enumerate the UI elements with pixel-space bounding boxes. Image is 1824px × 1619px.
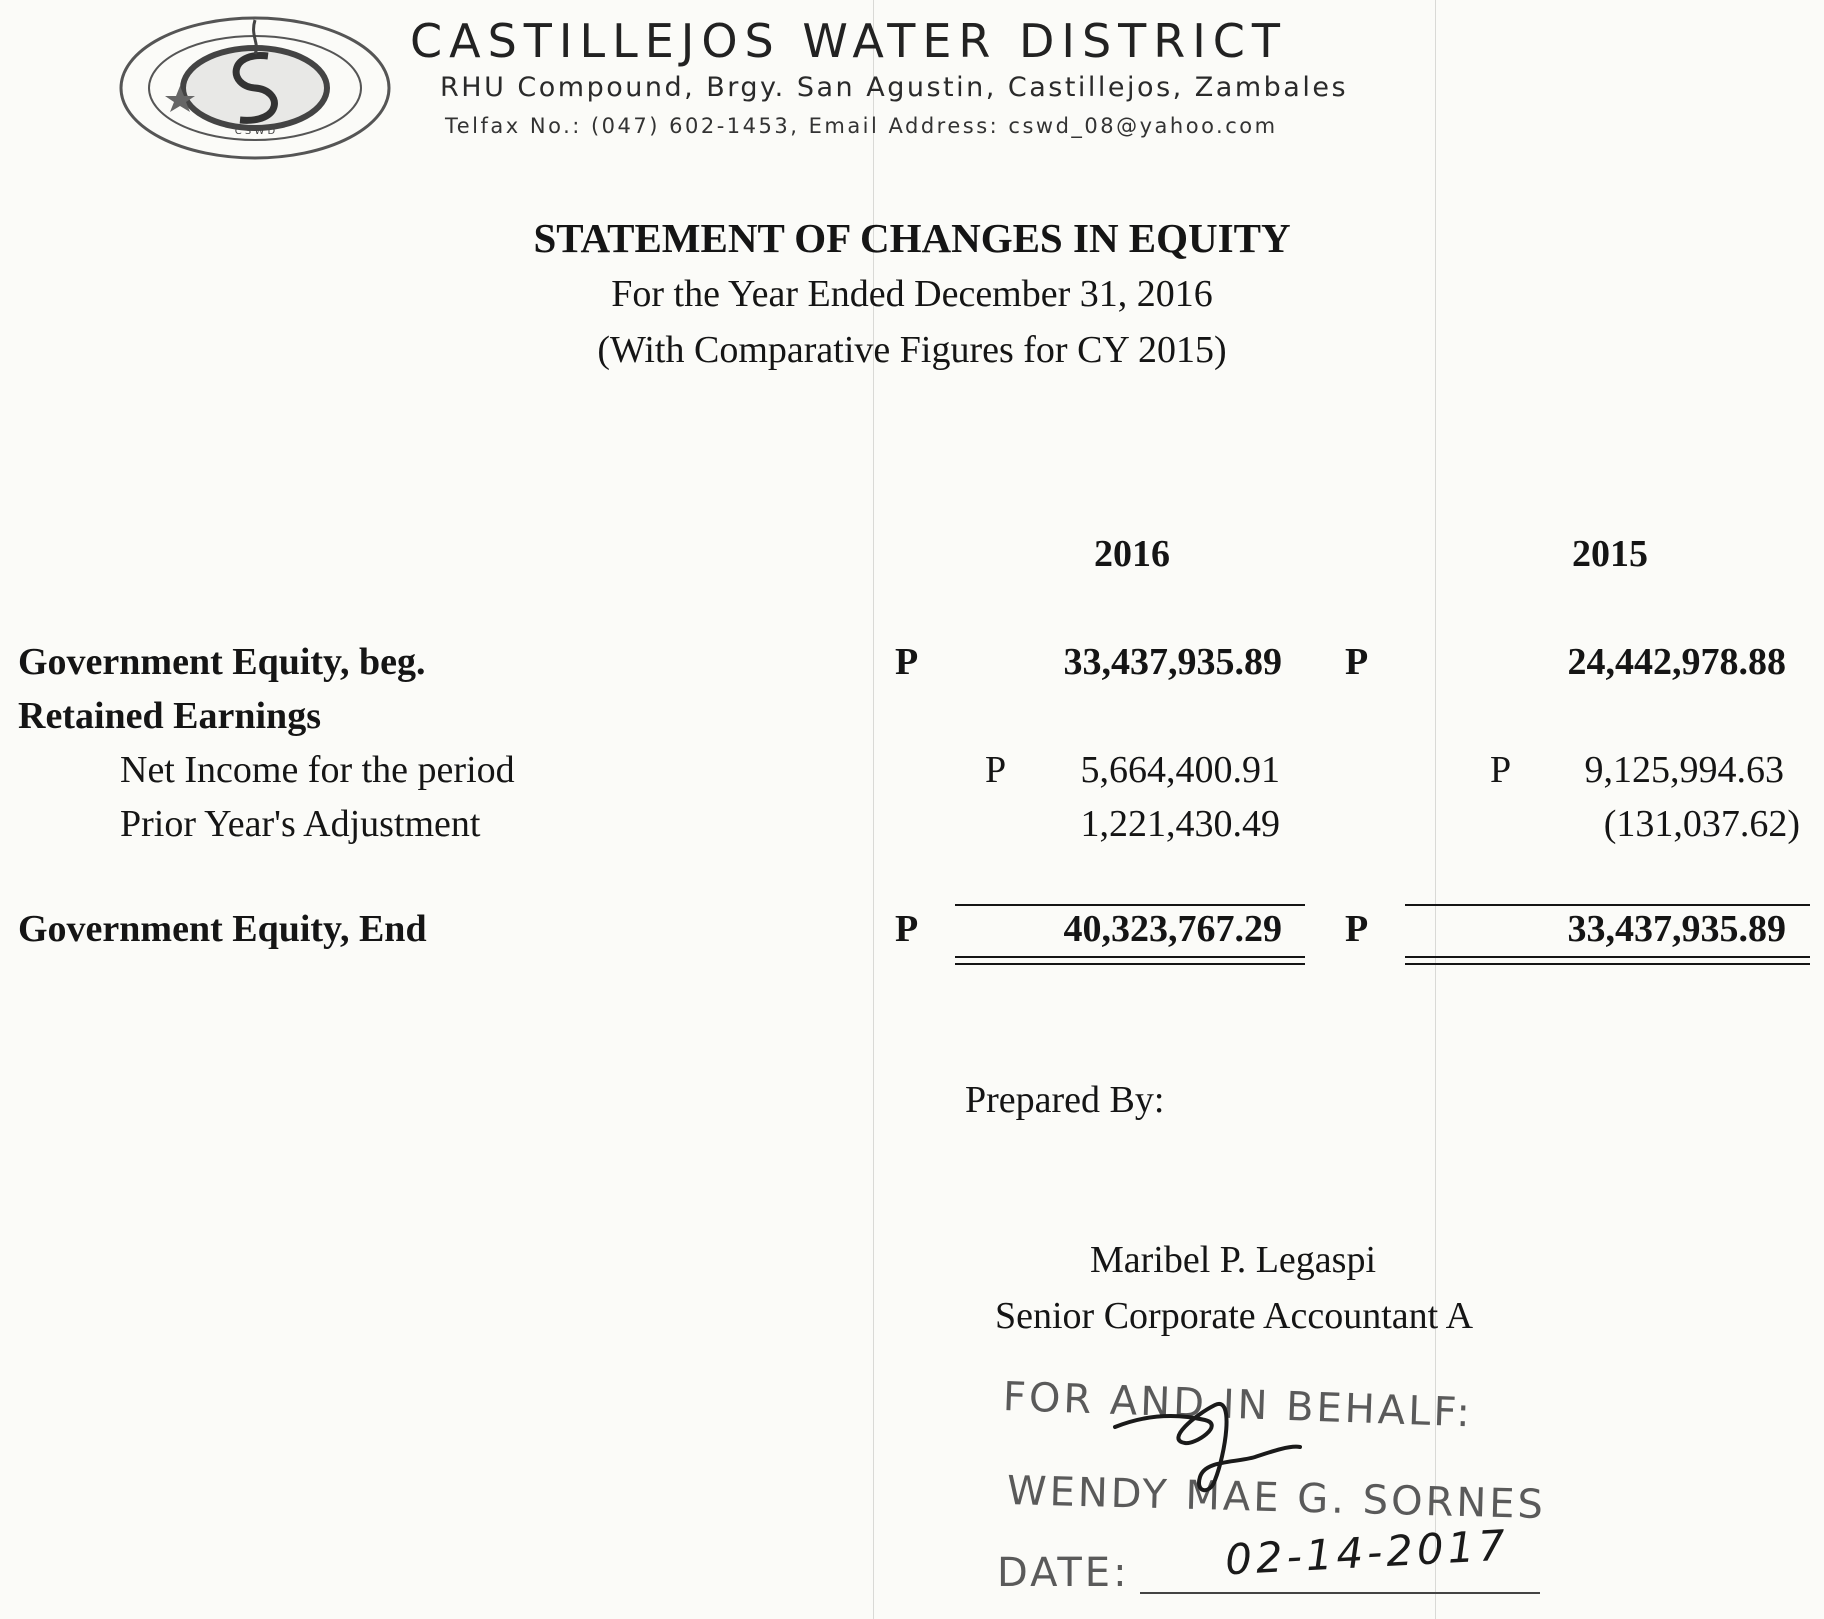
value-net-income-2015: 9,125,994.63 (1584, 749, 1784, 791)
value-equity-beg-2015: 24,442,978.88 (1567, 641, 1786, 683)
district-seal-logo (118, 16, 393, 161)
column-header-2016: 2016 (1094, 533, 1170, 575)
total-double-rule-2015 (1405, 956, 1810, 958)
currency-symbol: P (985, 749, 1007, 791)
value-equity-end-2015: 33,437,935.89 (1567, 908, 1786, 950)
value-adjustment-2015: (131,037.62) (1603, 803, 1800, 845)
prepared-by-label: Prepared By: (965, 1079, 1165, 1121)
organization-name: CASTILLEJOS WATER DISTRICT (410, 14, 1288, 68)
statement-title: STATEMENT OF CHANGES IN EQUITY (533, 215, 1291, 261)
row-label-net-income: Net Income for the period (120, 749, 515, 791)
total-double-rule-2015 (1405, 963, 1810, 965)
handwritten-date: 02-14-2017 (1223, 1520, 1511, 1585)
currency-symbol: P (1490, 749, 1512, 791)
value-equity-end-2016: 40,323,767.29 (1063, 908, 1282, 950)
statement-comparative-note: (With Comparative Figures for CY 2015) (597, 329, 1227, 371)
value-net-income-2016: 5,664,400.91 (1080, 749, 1280, 791)
signatory-title: Senior Corporate Accountant A (995, 1295, 1474, 1337)
row-label-equity-beg: Government Equity, beg. (18, 641, 426, 683)
currency-symbol: P (895, 641, 919, 683)
currency-symbol: P (895, 908, 919, 950)
row-label-retained-earnings: Retained Earnings (18, 695, 321, 737)
total-top-rule-2015 (1405, 904, 1810, 906)
date-underline (1140, 1592, 1540, 1594)
value-adjustment-2016: 1,221,430.49 (1080, 803, 1280, 845)
organization-address: RHU Compound, Brgy. San Agustin, Castillejos, Zambales (440, 72, 1349, 103)
total-double-rule-2016 (955, 956, 1305, 958)
statement-period: For the Year Ended December 31, 2016 (611, 273, 1213, 315)
organization-contact: Telfax No.: (047) 602-1453, Email Address: cswd_08@yahoo.com (445, 114, 1278, 138)
total-top-rule-2016 (955, 904, 1305, 906)
signatory-name: Maribel P. Legaspi (1090, 1239, 1377, 1281)
stamp-date-label: DATE: (997, 1550, 1130, 1596)
currency-symbol: P (1345, 641, 1369, 683)
statement-heading (0, 210, 1824, 378)
value-equity-beg-2016: 33,437,935.89 (1063, 641, 1282, 683)
stamp-name-line: WENDY MAE G. SORNES (1006, 1468, 1547, 1529)
row-label-equity-end: Government Equity, End (18, 908, 427, 950)
handwritten-signature (1105, 1385, 1305, 1505)
column-header-2015: 2015 (1572, 533, 1648, 575)
stamp-behalf-line: FOR AND IN BEHALF: (1002, 1374, 1474, 1437)
row-label-prior-year-adjustment: Prior Year's Adjustment (120, 803, 481, 845)
total-double-rule-2016 (955, 963, 1305, 965)
currency-symbol: P (1345, 908, 1369, 950)
svg-text:C S W D: C S W D (234, 126, 276, 137)
